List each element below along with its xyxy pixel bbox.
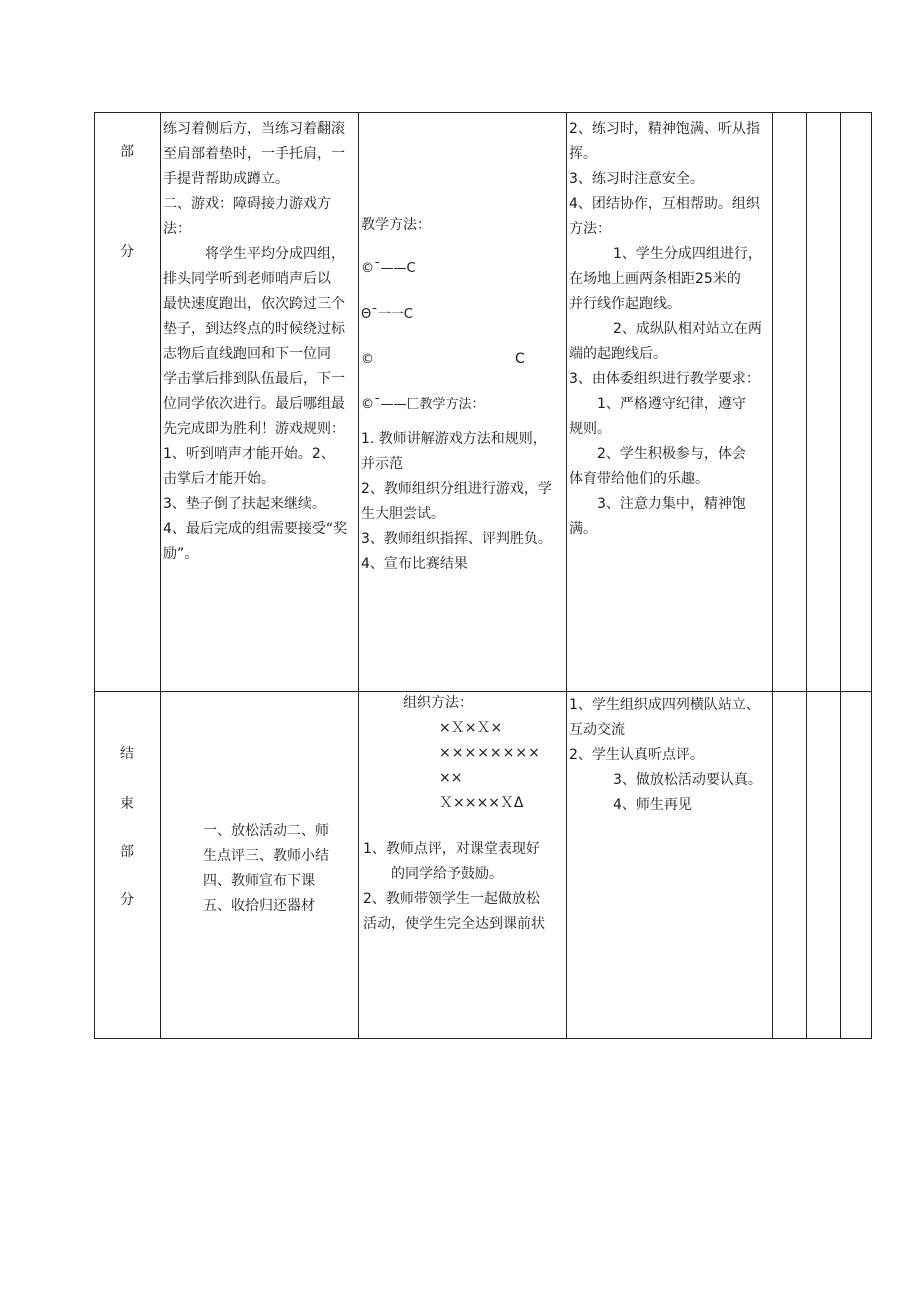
diagram-line: ©¯——C (361, 261, 416, 276)
method-step: 4、宣布比赛结果 (361, 556, 468, 572)
requirement-line: 并行线作起跑线。 (569, 296, 681, 312)
formation-line: ×× (439, 770, 463, 786)
row1-requirements (569, 117, 771, 542)
column-divider (840, 113, 841, 1038)
content-line: 将学生平均分成四组， (205, 246, 345, 262)
content-line: 二、游戏：障碍接力游戏方法： (163, 196, 331, 237)
diagram-line: © (361, 352, 374, 367)
formation-line: Ｘ××××ＸΔ (439, 795, 524, 811)
content-line: 击掌后才能开始。 (163, 471, 275, 487)
section-label-end-2: 束 (120, 796, 134, 812)
content-line: 四、教师宣布下课 (203, 873, 315, 889)
requirement-line: 互动交流 (569, 722, 625, 738)
content-line: 最快速度跑出，依次跨过三个 (163, 296, 345, 312)
method-step: 并示范 (361, 456, 403, 472)
diagram-line: Θ¯一一C (361, 307, 413, 322)
column-divider (772, 113, 773, 1038)
requirement-line: 2、学生积极参与，体会 (597, 446, 746, 462)
method-step: 的同学给予鼓励。 (391, 866, 503, 882)
requirement-line: 满。 (569, 521, 597, 537)
method-step: 1、教师点评，对课堂表现好 (363, 841, 540, 857)
method-step: 1. 教师讲解游戏方法和规则， (361, 431, 547, 447)
method-step: 2、教师组织分组进行游戏，学 (361, 481, 552, 497)
section-label-part-top: 部 (120, 144, 134, 160)
requirement-line: 3、练习时注意安全。 (569, 171, 704, 187)
requirement-line: 1、学生组织成四列横队站立、 (569, 697, 760, 713)
content-line: 生点评三、教师小结 (203, 848, 329, 864)
content-line: 先完成即为胜利！游戏规则： (163, 421, 345, 437)
section-label-end-1: 结 (120, 746, 134, 762)
lesson-plan-table (94, 112, 872, 1039)
method-step: 3、教师组织指挥、评判胜负。 (361, 531, 552, 547)
content-line: 至肩部着垫时，一手托肩，一 (163, 146, 345, 162)
content-line: 志物后直线跑回和下一位同 (163, 346, 331, 362)
column-divider (806, 113, 807, 1038)
diagram-line: C (515, 351, 525, 367)
row-divider (95, 691, 871, 692)
formation-line: ×Ｘ×Ｘ× (439, 720, 503, 736)
requirement-line: 规则。 (569, 421, 611, 437)
row2-method-steps (363, 837, 565, 937)
column-divider (358, 113, 359, 1038)
requirement-line: 1、严格遵守纪律，遵守 (597, 396, 746, 412)
diagram-line: ©¯——匚教学方法： (361, 397, 485, 412)
section-label-end-3: 部 (120, 844, 134, 860)
row1-method-label: 教学方法： (361, 217, 431, 233)
content-line: 励”。 (163, 546, 199, 562)
section-label-end-4: 分 (120, 892, 134, 908)
content-line: 3、垫子倒了扶起来继续。 (163, 496, 326, 512)
row1-method-steps (361, 427, 565, 577)
requirement-line: 4、团结协作，互相帮助。组织 (569, 196, 760, 212)
content-line: 一、放松活动二、师 (203, 823, 329, 839)
content-line: 垫子，到达终点的时候绕过标 (163, 321, 345, 337)
content-line: 手提背帮助成蹲立。 (163, 171, 289, 187)
requirement-line: 2、成纵队相对站立在两 (613, 321, 762, 337)
method-step: 活动，使学生完全达到课前状 (363, 916, 545, 932)
column-divider (566, 113, 567, 1038)
requirement-line: 3、由体委组织进行教学要求： (569, 371, 760, 387)
requirement-line: 3、注意力集中，精神饱 (597, 496, 746, 512)
content-line: 学击掌后排到队伍最后，下一 (163, 371, 345, 387)
column-divider (160, 113, 161, 1038)
requirement-line: 挥。 (569, 146, 597, 162)
content-line: 排头同学听到老师哨声后以 (163, 271, 331, 287)
method-step: 生大胆尝试。 (361, 506, 445, 522)
requirement-line: 在场地上画两条相距25米的 (569, 271, 741, 287)
content-line: 4、最后完成的组需要接受“奖 (163, 521, 348, 537)
row2-requirements (569, 693, 771, 818)
requirement-line: 3、做放松活动要认真。 (613, 772, 762, 788)
requirement-line: 端的起跑线后。 (569, 346, 667, 362)
requirement-line: 方法： (569, 221, 611, 237)
row1-content (163, 117, 357, 567)
content-line: 1、听到哨声才能开始。2、 (163, 446, 335, 462)
section-label-part-bottom: 分 (120, 244, 134, 260)
formation-line: ×××××××× (439, 745, 541, 761)
content-line: 练习着侧后方，当练习着翻滚 (163, 121, 345, 137)
requirement-line: 4、师生再见 (613, 797, 692, 813)
requirement-line: 体育带给他们的乐趣。 (569, 471, 709, 487)
requirement-line: 1、学生分成四组进行， (613, 246, 762, 262)
requirement-line: 2、练习时，精神饱满、听从指 (569, 121, 760, 137)
row2-content (203, 819, 358, 919)
row2-method-label: 组织方法： (403, 695, 473, 711)
content-line: 五、收拾归还器材 (203, 898, 315, 914)
requirement-line: 2、学生认真听点评。 (569, 747, 704, 763)
method-step: 2、教师带领学生一起做放松 (363, 891, 540, 907)
content-line: 位同学依次进行。最后哪组最 (163, 396, 345, 412)
